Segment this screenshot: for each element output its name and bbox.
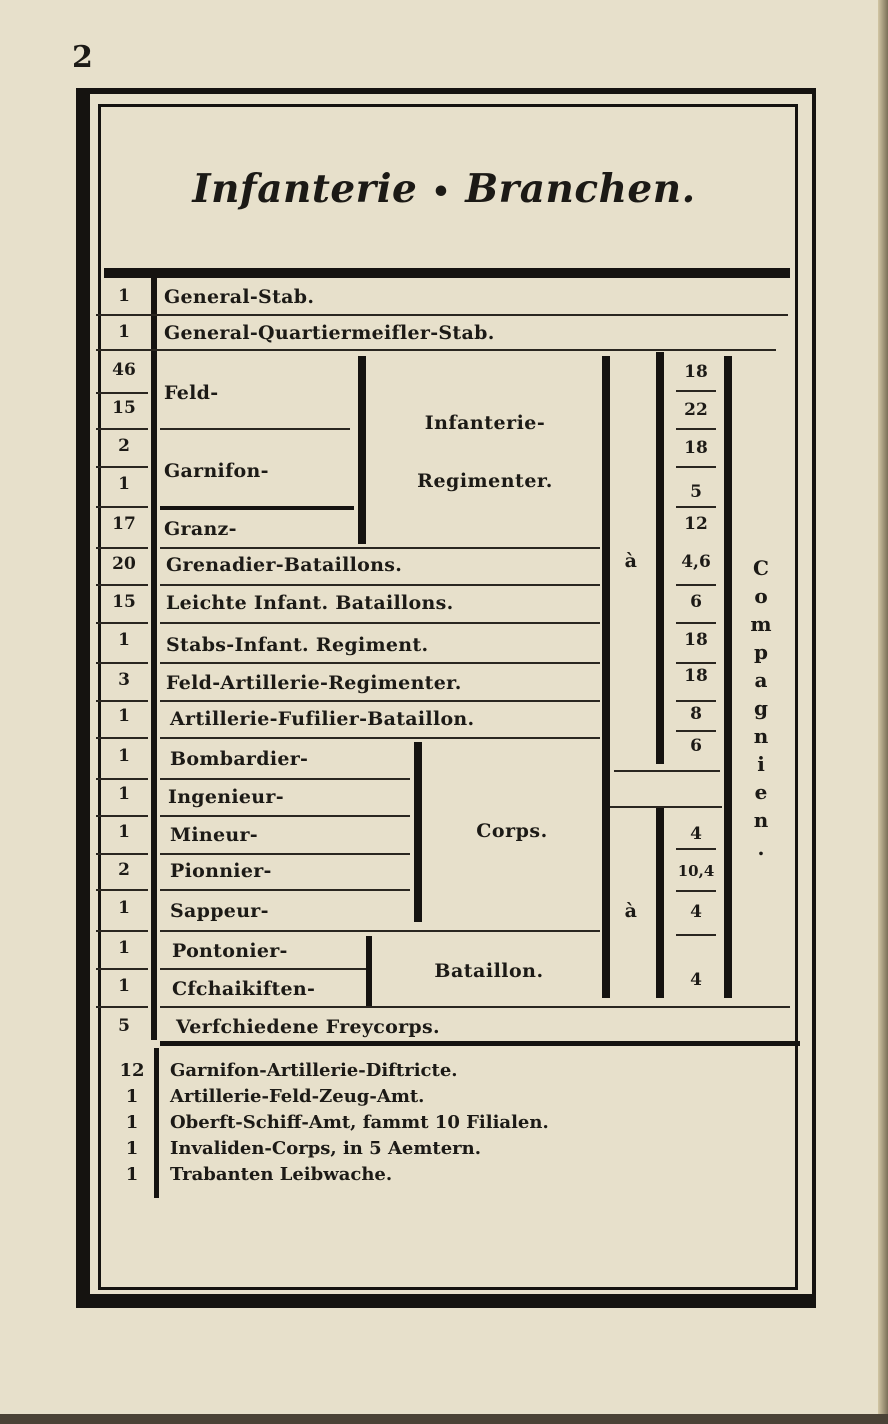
row-label: Pontonier- — [172, 940, 288, 962]
company-count: 18 — [684, 438, 708, 458]
row-number: 2 — [118, 436, 130, 456]
a-column-left-bar — [602, 356, 610, 998]
company-count: 18 — [684, 630, 708, 650]
number-rule — [96, 778, 148, 780]
vertical-letter: n — [753, 808, 769, 832]
company-count: 18 — [684, 666, 708, 686]
row-label: Sappeur- — [170, 900, 269, 922]
row-number: 1 — [118, 746, 130, 766]
company-count: 6 — [690, 592, 702, 612]
number-rule — [96, 737, 148, 739]
row-number: 5 — [118, 1016, 130, 1036]
number-rule — [96, 662, 148, 664]
row-label: Garnifon- — [164, 460, 269, 482]
row-label: General-Quartiermeifler-Stab. — [164, 322, 495, 344]
row-number: 1 — [118, 822, 130, 842]
bataillon-group-divider — [366, 936, 372, 1006]
number-rule — [96, 930, 148, 932]
infanterie-group-divider — [358, 356, 366, 544]
list-item: Artillerie-Feld-Zeug-Amt. — [170, 1086, 425, 1107]
row-label: Bombardier- — [170, 748, 309, 770]
list-number: 12 — [119, 1060, 145, 1081]
row-number: 1 — [118, 474, 130, 494]
row-rule — [160, 622, 600, 624]
list-item: Trabanten Leibwache. — [170, 1164, 393, 1185]
company-count: 4 — [690, 902, 702, 922]
title-part-1: Infanterie — [192, 166, 418, 212]
vertical-letter: . — [757, 836, 765, 860]
number-rule — [96, 700, 148, 702]
row-number: 1 — [118, 630, 130, 650]
row-rule — [160, 428, 350, 430]
page-edge-bottom — [0, 1414, 888, 1424]
bataillon-label: Bataillon. — [434, 960, 544, 982]
row-rule — [96, 314, 788, 316]
company-count: 18 — [684, 362, 708, 382]
number-column-divider — [151, 278, 157, 1040]
row-rule — [160, 584, 600, 586]
company-rule — [676, 700, 716, 702]
row-label: Feld- — [164, 382, 219, 404]
lower-list-labels — [170, 1058, 549, 1188]
row-rule — [160, 506, 354, 510]
vertical-letter: p — [754, 640, 768, 664]
row-label: Feld-Artillerie-Regimenter. — [166, 672, 462, 694]
company-count: 12 — [684, 514, 708, 534]
row-label: Verfchiedene Freycorps. — [176, 1016, 440, 1038]
vertical-letter: i — [757, 752, 765, 776]
row-number: 15 — [112, 398, 136, 418]
number-rule — [96, 1006, 148, 1008]
company-rule — [676, 584, 716, 586]
row-number: 1 — [118, 976, 130, 996]
vertical-letter: C — [753, 556, 769, 580]
vertical-letter: g — [754, 696, 768, 720]
lower-list-divider — [154, 1048, 159, 1198]
row-rule — [610, 806, 722, 808]
vertical-label-text — [746, 554, 776, 862]
vertical-letter: o — [754, 584, 768, 608]
regimenter-label: Regimenter. — [417, 470, 553, 492]
infanterie-label: Infanterie- — [424, 412, 546, 434]
number-rule — [96, 428, 148, 430]
company-count: 6 — [690, 736, 702, 756]
row-rule — [614, 770, 720, 772]
row-rule — [160, 547, 600, 549]
row-label: Artillerie-Fufilier-Bataillon. — [170, 708, 475, 730]
company-rule — [676, 506, 716, 508]
lower-list-numbers — [112, 1058, 152, 1188]
row-number: 1 — [118, 938, 130, 958]
page-title — [0, 166, 888, 212]
row-rule — [160, 778, 410, 780]
corps-label: Corps. — [476, 820, 548, 842]
row-label: Pionnier- — [170, 860, 272, 882]
a-mark: à — [624, 900, 638, 922]
row-number: 1 — [118, 322, 130, 342]
number-rule — [96, 622, 148, 624]
company-count: 22 — [684, 400, 708, 420]
row-rule — [160, 737, 600, 739]
number-rule — [96, 547, 148, 549]
number-rule — [96, 815, 148, 817]
number-rule — [96, 853, 148, 855]
row-number: 2 — [118, 860, 130, 880]
title-separator: • — [431, 175, 452, 210]
company-rule — [676, 466, 716, 468]
company-count: 5 — [690, 482, 702, 502]
list-number: 1 — [125, 1086, 139, 1107]
company-rule — [676, 390, 716, 392]
row-label: Ingenieur- — [168, 786, 284, 808]
row-label: Mineur- — [170, 824, 258, 846]
page-edge-right — [878, 0, 888, 1424]
list-item: Garnifon-Artillerie-Diftricte. — [170, 1060, 458, 1081]
row-label: Leichte Infant. Bataillons. — [166, 592, 454, 614]
row-label: Stabs-Infant. Regiment. — [166, 634, 429, 656]
row-rule — [160, 889, 410, 891]
company-rule — [676, 622, 716, 624]
companies-column-bar — [656, 808, 664, 998]
row-label: Cfchaikiften- — [172, 978, 316, 1000]
corps-group-divider — [414, 742, 422, 922]
list-number: 1 — [125, 1164, 139, 1185]
number-rule — [96, 392, 148, 394]
row-number: 46 — [112, 360, 136, 380]
vertical-letter: m — [750, 612, 772, 636]
row-rule — [160, 815, 410, 817]
title-part-2: Branchen. — [465, 166, 696, 212]
company-count: 4,6 — [681, 552, 711, 572]
row-number: 15 — [112, 592, 136, 612]
row-rule — [160, 930, 600, 932]
page-number: 2 — [72, 40, 93, 75]
vertical-letter: a — [754, 668, 768, 692]
row-number: 1 — [118, 286, 130, 306]
number-rule — [96, 968, 148, 970]
number-rule — [96, 584, 148, 586]
number-rule — [96, 466, 148, 468]
list-item: Invaliden-Corps, in 5 Aemtern. — [170, 1138, 482, 1159]
row-rule — [160, 1006, 790, 1008]
company-count: 8 — [690, 704, 702, 724]
list-number: 1 — [125, 1138, 139, 1159]
company-rule — [676, 428, 716, 430]
row-number: 17 — [112, 514, 136, 534]
row-label: General-Stab. — [164, 286, 315, 308]
company-count: 10,4 — [677, 862, 715, 880]
number-rule — [96, 506, 148, 508]
list-item: Oberft-Schiff-Amt, fammt 10 Filialen. — [170, 1112, 549, 1133]
a-mark: à — [624, 550, 638, 572]
company-rule — [676, 730, 716, 732]
company-rule — [676, 662, 716, 664]
row-number: 20 — [112, 554, 136, 574]
vertical-letter: e — [754, 780, 768, 804]
table-top-rule — [104, 268, 790, 278]
row-rule — [96, 349, 776, 351]
vertical-letter: n — [753, 724, 769, 748]
row-rule — [160, 853, 410, 855]
row-number: 3 — [118, 670, 130, 690]
row-rule — [160, 662, 600, 664]
compagnien-vertical-label — [746, 554, 776, 862]
number-rule — [96, 889, 148, 891]
row-rule — [160, 968, 366, 970]
row-number: 1 — [118, 898, 130, 918]
row-number: 1 — [118, 784, 130, 804]
row-number: 1 — [118, 706, 130, 726]
row-label: Grenadier-Bataillons. — [166, 554, 403, 576]
row-rule — [160, 700, 600, 702]
list-number: 1 — [125, 1112, 139, 1133]
company-rule — [676, 848, 716, 850]
company-rule — [676, 890, 716, 892]
companies-column-bar — [656, 352, 664, 764]
row-label: Granz- — [164, 518, 237, 540]
lower-section-rule — [160, 1041, 800, 1046]
company-rule — [676, 934, 716, 936]
company-count: 4 — [690, 824, 702, 844]
company-count: 4 — [690, 970, 702, 990]
